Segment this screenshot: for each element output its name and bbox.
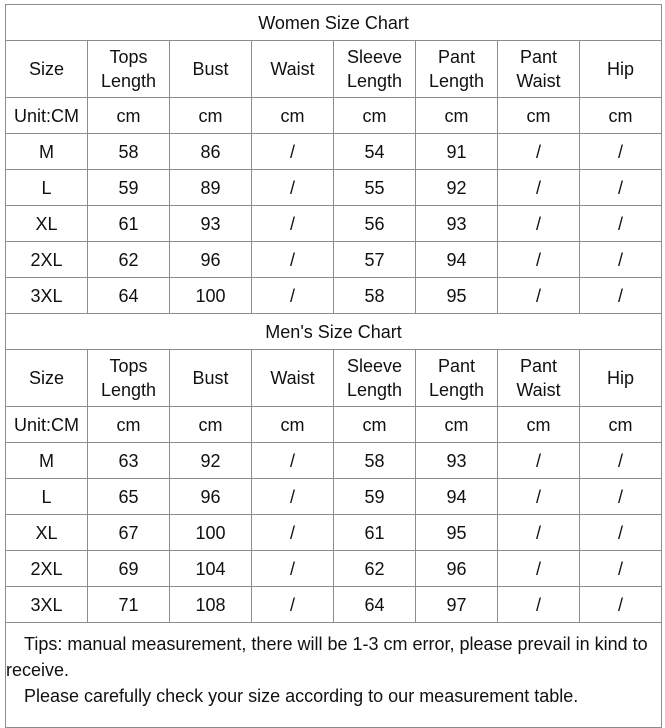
column-header bbox=[170, 350, 252, 407]
measurement-cell: 56 bbox=[334, 206, 416, 242]
column-header bbox=[580, 350, 662, 407]
measurement-cell: 95 bbox=[416, 278, 498, 314]
measurement-cell: / bbox=[252, 515, 334, 551]
measurement-cell: 89 bbox=[170, 170, 252, 206]
measurement-cell: 61 bbox=[88, 206, 170, 242]
column-header-line: Length bbox=[346, 71, 403, 91]
table-row bbox=[6, 278, 662, 314]
unit-cell: cm bbox=[416, 407, 498, 443]
unit-cell: cm bbox=[252, 98, 334, 134]
column-header bbox=[580, 41, 662, 98]
size-chart-body bbox=[6, 5, 662, 623]
measurement-cell: / bbox=[580, 479, 662, 515]
measurement-cell: / bbox=[580, 206, 662, 242]
column-header bbox=[88, 41, 170, 98]
unit-cell: cm bbox=[252, 407, 334, 443]
measurement-cell: 100 bbox=[170, 515, 252, 551]
column-header bbox=[170, 41, 252, 98]
measurement-cell: / bbox=[498, 278, 580, 314]
column-header bbox=[498, 350, 580, 407]
table-row bbox=[6, 551, 662, 587]
women-chart-title: Women Size Chart bbox=[6, 5, 662, 41]
measurement-cell: / bbox=[252, 551, 334, 587]
measurement-cell: / bbox=[580, 278, 662, 314]
size-label-cell: XL bbox=[6, 515, 88, 551]
unit-cell: cm bbox=[580, 407, 662, 443]
measurement-cell: 96 bbox=[416, 551, 498, 587]
column-header-line: Bust bbox=[192, 368, 229, 388]
size-label-cell: 3XL bbox=[6, 587, 88, 623]
column-header-line: Length bbox=[428, 71, 485, 91]
measurement-cell: 108 bbox=[170, 587, 252, 623]
measurement-cell: / bbox=[498, 170, 580, 206]
size-label-cell: XL bbox=[6, 206, 88, 242]
column-header bbox=[498, 41, 580, 98]
measurement-cell: / bbox=[580, 134, 662, 170]
column-header-line: Tops bbox=[109, 356, 148, 376]
column-header bbox=[252, 41, 334, 98]
measurement-cell: 97 bbox=[416, 587, 498, 623]
column-header-line: Length bbox=[346, 380, 403, 400]
measurement-cell: / bbox=[498, 134, 580, 170]
measurement-cell: 93 bbox=[416, 206, 498, 242]
measurement-cell: 91 bbox=[416, 134, 498, 170]
measurement-cell: / bbox=[252, 479, 334, 515]
measurement-cell: 63 bbox=[88, 443, 170, 479]
measurement-cell: 59 bbox=[334, 479, 416, 515]
measurement-cell: / bbox=[498, 443, 580, 479]
table-row bbox=[6, 242, 662, 278]
measurement-cell: 67 bbox=[88, 515, 170, 551]
measurement-cell: 62 bbox=[88, 242, 170, 278]
measurement-cell: 94 bbox=[416, 479, 498, 515]
measurement-cell: / bbox=[580, 443, 662, 479]
tips-line-measurement: Tips: manual measurement, there will be 1-3 cm error, please prevail in kind to receive. bbox=[6, 634, 648, 680]
measurement-cell: / bbox=[252, 278, 334, 314]
tips-cell bbox=[6, 623, 662, 728]
column-header-line: Waist bbox=[270, 368, 315, 388]
column-header-line: Pant bbox=[519, 356, 558, 376]
size-label-cell: 2XL bbox=[6, 242, 88, 278]
column-header bbox=[88, 350, 170, 407]
size-label-cell: 3XL bbox=[6, 278, 88, 314]
measurement-cell: 92 bbox=[416, 170, 498, 206]
column-header bbox=[6, 350, 88, 407]
column-header-line: Bust bbox=[192, 59, 229, 79]
women-chart-title-row bbox=[6, 5, 662, 41]
measurement-cell: 64 bbox=[334, 587, 416, 623]
women-header-row bbox=[6, 41, 662, 98]
measurement-cell: / bbox=[498, 551, 580, 587]
table-row bbox=[6, 587, 662, 623]
measurement-cell: 58 bbox=[334, 443, 416, 479]
table-row bbox=[6, 515, 662, 551]
column-header-line: Tops bbox=[109, 47, 148, 67]
column-header-line: Hip bbox=[607, 59, 635, 79]
measurement-cell: 61 bbox=[334, 515, 416, 551]
measurement-cell: / bbox=[252, 170, 334, 206]
measurement-cell: / bbox=[252, 443, 334, 479]
measurement-cell: 94 bbox=[416, 242, 498, 278]
unit-cell: cm bbox=[416, 98, 498, 134]
measurement-cell: 95 bbox=[416, 515, 498, 551]
tips-row bbox=[6, 623, 662, 728]
column-header-line: Pant bbox=[437, 47, 476, 67]
measurement-cell: 58 bbox=[334, 278, 416, 314]
measurement-cell: / bbox=[498, 479, 580, 515]
measurement-cell: 86 bbox=[170, 134, 252, 170]
column-header-line: Waist bbox=[516, 71, 561, 91]
measurement-cell: / bbox=[580, 242, 662, 278]
unit-cell: cm bbox=[498, 98, 580, 134]
unit-cell: cm bbox=[88, 407, 170, 443]
unit-cell: Unit:CM bbox=[6, 98, 88, 134]
measurement-cell: 96 bbox=[170, 242, 252, 278]
column-header-line: Length bbox=[428, 380, 485, 400]
measurement-cell: / bbox=[580, 170, 662, 206]
column-header-line: Pant bbox=[519, 47, 558, 67]
measurement-cell: / bbox=[252, 242, 334, 278]
measurement-cell: / bbox=[498, 206, 580, 242]
men-header-row bbox=[6, 350, 662, 407]
measurement-cell: 69 bbox=[88, 551, 170, 587]
measurement-cell: 93 bbox=[416, 443, 498, 479]
measurement-cell: 58 bbox=[88, 134, 170, 170]
tips-line-check-size: Please carefully check your size according to our measurement table. bbox=[24, 686, 579, 706]
measurement-cell: 65 bbox=[88, 479, 170, 515]
unit-cell: cm bbox=[498, 407, 580, 443]
size-label-cell: M bbox=[6, 134, 88, 170]
measurement-cell: / bbox=[252, 587, 334, 623]
size-label-cell: L bbox=[6, 170, 88, 206]
measurement-cell: / bbox=[580, 551, 662, 587]
unit-cell: cm bbox=[334, 98, 416, 134]
column-header-line: Waist bbox=[270, 59, 315, 79]
measurement-cell: 64 bbox=[88, 278, 170, 314]
measurement-cell: 93 bbox=[170, 206, 252, 242]
column-header bbox=[6, 41, 88, 98]
measurement-cell: 71 bbox=[88, 587, 170, 623]
column-header-line: Sleeve bbox=[346, 47, 403, 67]
column-header-line: Length bbox=[100, 71, 157, 91]
column-header-line: Hip bbox=[607, 368, 635, 388]
column-header bbox=[334, 41, 416, 98]
women-unit-row bbox=[6, 98, 662, 134]
size-label-cell: M bbox=[6, 443, 88, 479]
measurement-cell: 100 bbox=[170, 278, 252, 314]
column-header bbox=[416, 41, 498, 98]
men-chart-title-row bbox=[6, 314, 662, 350]
measurement-cell: 57 bbox=[334, 242, 416, 278]
unit-cell: cm bbox=[334, 407, 416, 443]
unit-cell: cm bbox=[580, 98, 662, 134]
size-label-cell: 2XL bbox=[6, 551, 88, 587]
men-chart-title: Men's Size Chart bbox=[6, 314, 662, 350]
measurement-cell: 96 bbox=[170, 479, 252, 515]
table-row bbox=[6, 206, 662, 242]
unit-cell: Unit:CM bbox=[6, 407, 88, 443]
column-header-line: Pant bbox=[437, 356, 476, 376]
men-unit-row bbox=[6, 407, 662, 443]
table-row bbox=[6, 134, 662, 170]
measurement-cell: / bbox=[498, 242, 580, 278]
column-header bbox=[252, 350, 334, 407]
table-row bbox=[6, 479, 662, 515]
measurement-cell: / bbox=[252, 134, 334, 170]
measurement-cell: 92 bbox=[170, 443, 252, 479]
column-header-line: Size bbox=[28, 59, 64, 79]
measurement-cell: / bbox=[580, 587, 662, 623]
column-header-line: Sleeve bbox=[346, 356, 403, 376]
column-header bbox=[334, 350, 416, 407]
table-row bbox=[6, 443, 662, 479]
column-header-line: Waist bbox=[516, 380, 561, 400]
unit-cell: cm bbox=[170, 407, 252, 443]
measurement-cell: 62 bbox=[334, 551, 416, 587]
size-chart-table bbox=[5, 4, 662, 728]
measurement-cell: 104 bbox=[170, 551, 252, 587]
measurement-cell: 54 bbox=[334, 134, 416, 170]
measurement-cell: / bbox=[252, 206, 334, 242]
measurement-cell: / bbox=[498, 587, 580, 623]
unit-cell: cm bbox=[88, 98, 170, 134]
tips-section bbox=[6, 623, 662, 728]
table-row bbox=[6, 170, 662, 206]
size-label-cell: L bbox=[6, 479, 88, 515]
size-chart bbox=[5, 4, 661, 728]
column-header-line: Size bbox=[28, 368, 64, 388]
measurement-cell: 59 bbox=[88, 170, 170, 206]
measurement-cell: / bbox=[498, 515, 580, 551]
measurement-cell: 55 bbox=[334, 170, 416, 206]
unit-cell: cm bbox=[170, 98, 252, 134]
column-header-line: Length bbox=[100, 380, 157, 400]
column-header bbox=[416, 350, 498, 407]
measurement-cell: / bbox=[580, 515, 662, 551]
